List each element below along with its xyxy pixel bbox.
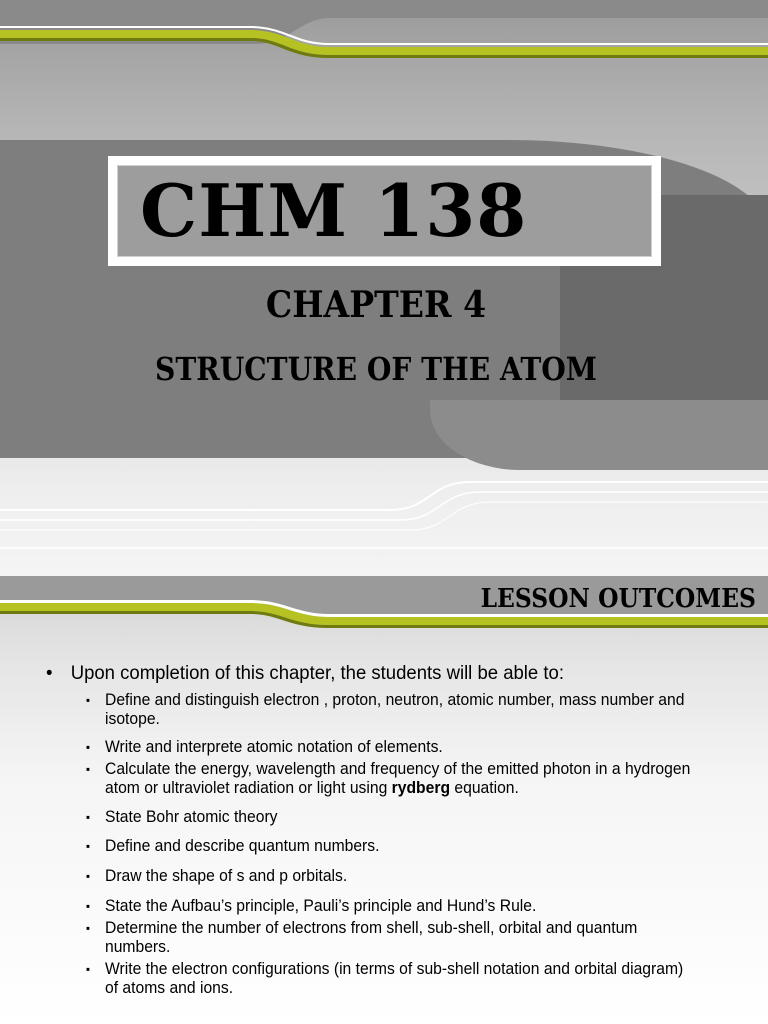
list-item: ▪ State the Aufbau’s principle, Pauli’s principle and Hund’s Rule. [86, 897, 694, 916]
list-item: ▪ Define and distinguish electron , proton, neutron, atomic number, mass number and isotope. [86, 691, 694, 728]
outcomes-list [86, 691, 726, 997]
course-title-box [108, 156, 661, 266]
outcomes-slide [0, 576, 768, 1024]
outcomes-lead: • Upon completion of this chapter, the students will be able to: [46, 662, 711, 685]
top-decoration [0, 0, 768, 80]
band-lower-right [430, 400, 768, 470]
list-item-text: Calculate the energy, wavelength and frequency of the emitted photon in a hydrogen atom or ultraviolet radiation or light using [105, 760, 691, 797]
list-item: ▪ Define and describe quantum numbers. [86, 837, 694, 856]
outcomes-heading: LESSON OUTCOMES [480, 584, 756, 614]
list-item-text-end: equation. [450, 778, 519, 797]
course-code: CHM 138 [140, 168, 528, 253]
list-item [86, 760, 694, 797]
list-item: ▪ Write the electron configurations (in terms of sub-shell notation and orbital diagram) of atoms and ions. [86, 960, 694, 997]
rydberg-term: rydberg [391, 778, 451, 797]
course-title-panel [117, 165, 652, 257]
chapter-subtitle: STRUCTURE OF THE ATOM [155, 350, 597, 388]
list-item: ▪ Write and interprete atomic notation of elements. [86, 738, 694, 757]
list-item: ▪ State Bohr atomic theory [86, 808, 694, 827]
list-item: ▪ Draw the shape of s and p orbitals. [86, 867, 694, 886]
chapter-label: CHAPTER 4 [265, 284, 487, 326]
outcomes-content [46, 662, 746, 998]
bottom-decoration [0, 470, 768, 576]
list-item: ▪ Determine the number of electrons from shell, sub-shell, orbital and quantum numbers. [86, 919, 694, 956]
